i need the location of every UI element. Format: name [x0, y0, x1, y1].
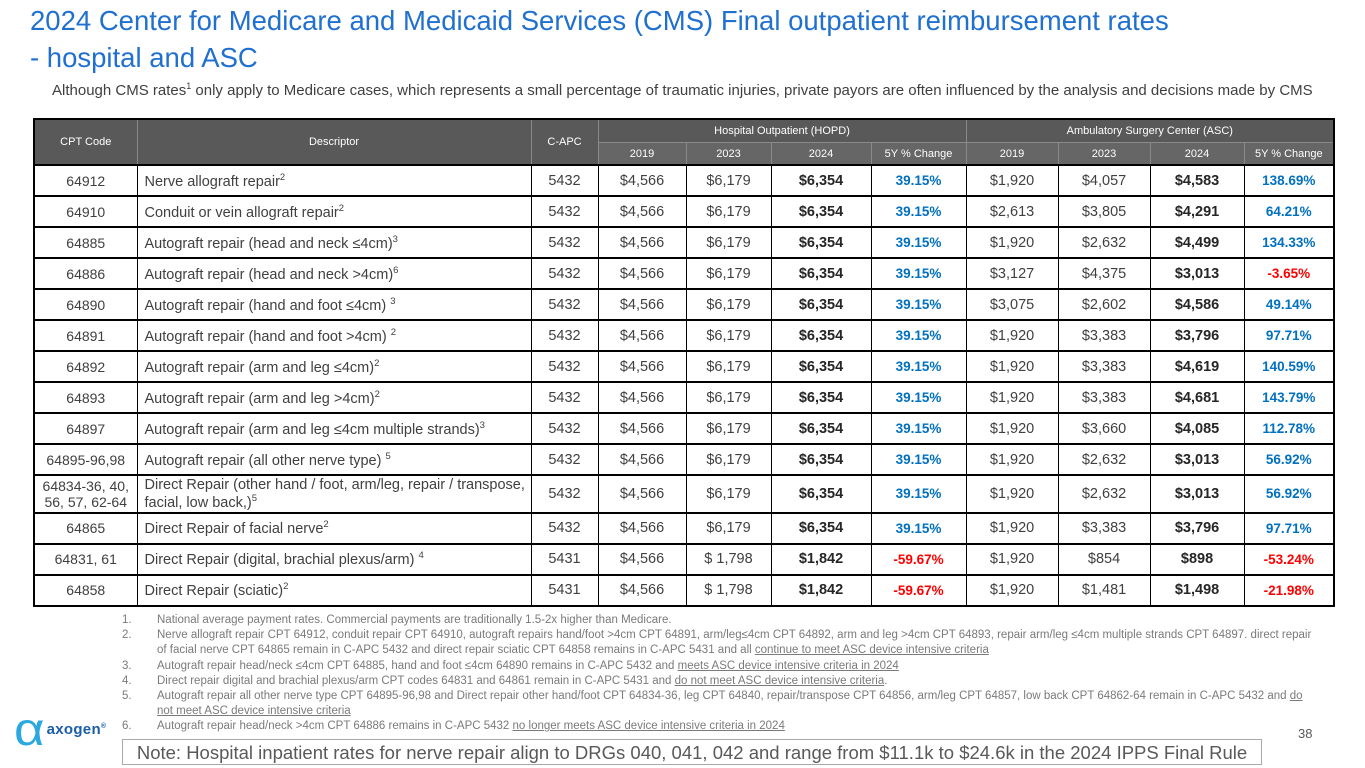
asc-2019-cell: $1,920: [966, 575, 1058, 606]
capc-cell: 5432: [531, 413, 598, 444]
hopd-2019-cell: $4,566: [598, 513, 686, 544]
descriptor-cell: Direct Repair (other hand / foot, arm/leg, repair / transpose, facial, low back,)$^5$: [137, 475, 531, 513]
asc-2019-cell: $1,920: [966, 382, 1058, 413]
footnote-text: Nerve allograft repair CPT 64912, conduit repair CPT 64910, autograft repairs hand/foot >4cm CPT 64891, arm/leg≤4cm CPT 64892, arm and leg >4cm CPT 64893, repair arm/leg ≤4cm multiple strands CPT 64897. direct repair of facial nerve CPT 64865 remain in C-APC 5432 and direct repair sciatic CPT 64858 remains in C-APC 5431 and all continue to meet ASC device intensive criteria: [157, 629, 1312, 657]
hopd-2023-cell: $6,179: [686, 196, 771, 227]
asc-5y-change-cell: 134.33%: [1244, 227, 1334, 258]
hopd-2019-cell: $4,566: [598, 258, 686, 289]
hopd-2024-cell: $6,354: [771, 475, 871, 513]
hopd-2019-cell: $4,566: [598, 382, 686, 413]
asc-2024-cell: $3,013: [1150, 444, 1244, 475]
cpt-code-cell: 64910: [34, 196, 137, 227]
cpt-code-cell: 64831, 61: [34, 544, 137, 575]
table-row: [34, 444, 1334, 475]
col-header-cpt-code: CPT Code: [34, 119, 137, 165]
page-subtitle: [52, 77, 1332, 100]
asc-2019-cell: $2,613: [966, 196, 1058, 227]
descriptor-cell: Nerve allograft repair$^2$: [137, 165, 531, 196]
cpt-code-cell: 64912: [34, 165, 137, 196]
hopd-2019-cell: $4,566: [598, 165, 686, 196]
hopd-5y-change-cell: 39.15%: [871, 351, 966, 382]
footnote-number: 1.: [122, 614, 132, 626]
footnote-item: [122, 689, 1317, 719]
footnote-text: Autograft repair head/neck >4cm CPT 64886 remains in C-APC 5432 no longer meets ASC device intensive criteria in 2024: [157, 720, 785, 733]
table-row: [34, 165, 1334, 196]
hopd-2019-cell: $4,566: [598, 320, 686, 351]
hopd-5y-change-cell: 39.15%: [871, 165, 966, 196]
capc-cell: 5432: [531, 289, 598, 320]
footnote-item: [122, 628, 1317, 658]
hopd-5y-change-cell: 39.15%: [871, 227, 966, 258]
asc-2019-cell: $1,920: [966, 544, 1058, 575]
asc-2023-cell: $2,602: [1058, 289, 1150, 320]
group-header-asc: Ambulatory Surgery Center (ASC): [966, 119, 1334, 143]
note-box: Note: Hospital inpatient rates for nerve repair align to DRGs 040, 041, 042 and range from $11.1k to $24.6k in the 2024 IPPS Final Rule: [122, 739, 1262, 765]
col-header-capc: C-APC: [531, 119, 598, 165]
asc-5y-change-cell: 49.14%: [1244, 289, 1334, 320]
asc-year-2019: 2019: [966, 143, 1058, 166]
footnote-item: [122, 674, 1317, 689]
hopd-2019-cell: $4,566: [598, 351, 686, 382]
hopd-2023-cell: $6,179: [686, 351, 771, 382]
hopd-2024-cell: $6,354: [771, 258, 871, 289]
descriptor-cell: Autograft repair (head and neck >4cm)$^6$: [137, 258, 531, 289]
hopd-2023-cell: $6,179: [686, 320, 771, 351]
asc-2023-cell: $3,383: [1058, 351, 1150, 382]
cpt-code-cell: 64886: [34, 258, 137, 289]
asc-2019-cell: $1,920: [966, 444, 1058, 475]
table-row: [34, 513, 1334, 544]
hopd-2019-cell: $4,566: [598, 413, 686, 444]
footnote-text: Autograft repair all other nerve type CPT 64895-96,98 and Direct repair other hand/foot CPT 64834-36, leg CPT 64840, repair/transpose CPT 64856, arm/leg CPT 64857, low back CPT 64862-64 remain in C-APC 5432 and do not meet ASC device intensive criteria: [157, 690, 1303, 718]
hopd-2019-cell: $4,566: [598, 289, 686, 320]
asc-2023-cell: $3,383: [1058, 320, 1150, 351]
hopd-2024-cell: $1,842: [771, 575, 871, 606]
hopd-2024-cell: $1,842: [771, 544, 871, 575]
asc-5y-change-cell: -21.98%: [1244, 575, 1334, 606]
asc-2019-cell: $1,920: [966, 513, 1058, 544]
axogen-wordmark: axogen®: [46, 720, 107, 738]
reimbursement-rates-table: [33, 118, 1335, 607]
hopd-2023-cell: $6,179: [686, 258, 771, 289]
hopd-5y-change-cell: 39.15%: [871, 196, 966, 227]
cpt-code-cell: 64891: [34, 320, 137, 351]
asc-2023-cell: $3,383: [1058, 382, 1150, 413]
hopd-2019-cell: $4,566: [598, 544, 686, 575]
hopd-2024-cell: $6,354: [771, 413, 871, 444]
hopd-5y-change-cell: 39.15%: [871, 444, 966, 475]
hopd-2019-cell: $4,566: [598, 227, 686, 258]
hopd-2024-cell: $6,354: [771, 196, 871, 227]
capc-cell: 5432: [531, 444, 598, 475]
table-row: [34, 196, 1334, 227]
asc-5y-change-cell: 140.59%: [1244, 351, 1334, 382]
asc-5y-change-cell: 56.92%: [1244, 475, 1334, 513]
hopd-2023-cell: $ 1,798: [686, 544, 771, 575]
asc-5y-change-cell: 64.21%: [1244, 196, 1334, 227]
col-header-descriptor: Descriptor: [137, 119, 531, 165]
table-row: [34, 227, 1334, 258]
descriptor-cell: Autograft repair (head and neck ≤4cm)$^3$: [137, 227, 531, 258]
descriptor-cell: Autograft repair (arm and leg ≤4cm multiple strands)$^3$: [137, 413, 531, 444]
asc-5y-change-cell: 138.69%: [1244, 165, 1334, 196]
group-header-hopd: Hospital Outpatient (HOPD): [598, 119, 966, 143]
table-row: [34, 382, 1334, 413]
table-row: [34, 351, 1334, 382]
table-group-header-row: [34, 119, 1334, 143]
capc-cell: 5432: [531, 258, 598, 289]
hopd-5y-change-cell: 39.15%: [871, 258, 966, 289]
cpt-code-cell: 64858: [34, 575, 137, 606]
table-row: [34, 258, 1334, 289]
asc-2024-cell: $4,619: [1150, 351, 1244, 382]
descriptor-cell: Direct Repair (sciatic)$^2$: [137, 575, 531, 606]
descriptor-cell: Autograft repair (hand and foot >4cm) $^2$: [137, 320, 531, 351]
asc-2024-cell: $4,291: [1150, 196, 1244, 227]
axogen-alpha-icon: α: [14, 703, 45, 755]
asc-2019-cell: $1,920: [966, 320, 1058, 351]
asc-5y-change-cell: -3.65%: [1244, 258, 1334, 289]
capc-cell: 5432: [531, 320, 598, 351]
hopd-2024-cell: $6,354: [771, 320, 871, 351]
hopd-year-2024: 2024: [771, 143, 871, 166]
hopd-5y-change-cell: -59.67%: [871, 575, 966, 606]
hopd-2024-cell: $6,354: [771, 444, 871, 475]
asc-2024-cell: $3,796: [1150, 320, 1244, 351]
hopd-year-2019: 2019: [598, 143, 686, 166]
cpt-code-cell: 64895-96,98: [34, 444, 137, 475]
descriptor-cell: Autograft repair (arm and leg ≤4cm)$^2$: [137, 351, 531, 382]
asc-year-2023: 2023: [1058, 143, 1150, 166]
hopd-5y-change: 5Y % Change: [871, 143, 966, 166]
hopd-2019-cell: $4,566: [598, 196, 686, 227]
asc-2019-cell: $1,920: [966, 227, 1058, 258]
hopd-2023-cell: $ 1,798: [686, 575, 771, 606]
asc-2024-cell: $3,796: [1150, 513, 1244, 544]
footnote-item: [122, 719, 1317, 734]
hopd-year-2023: 2023: [686, 143, 771, 166]
asc-2023-cell: $4,375: [1058, 258, 1150, 289]
hopd-5y-change-cell: 39.15%: [871, 413, 966, 444]
hopd-2023-cell: $6,179: [686, 475, 771, 513]
descriptor-cell: Autograft repair (hand and foot ≤4cm) $^3$: [137, 289, 531, 320]
asc-2019-cell: $1,920: [966, 475, 1058, 513]
asc-2024-cell: $4,583: [1150, 165, 1244, 196]
page-title: 2024 Center for Medicare and Medicaid Services (CMS) Final outpatient reimbursement rates - hospital and ASC: [30, 5, 1169, 73]
hopd-2019-cell: $4,566: [598, 444, 686, 475]
asc-5y-change-cell: 97.71%: [1244, 320, 1334, 351]
asc-2024-cell: $1,498: [1150, 575, 1244, 606]
asc-5y-change-cell: 112.78%: [1244, 413, 1334, 444]
cpt-code-cell: 64865: [34, 513, 137, 544]
asc-5y-change-cell: 97.71%: [1244, 513, 1334, 544]
hopd-2023-cell: $6,179: [686, 382, 771, 413]
table-row: [34, 575, 1334, 606]
footnote-number: 3.: [122, 659, 132, 672]
footnotes-list: [122, 613, 1317, 735]
capc-cell: 5432: [531, 351, 598, 382]
asc-2023-cell: $2,632: [1058, 444, 1150, 475]
cpt-code-cell: 64893: [34, 382, 137, 413]
asc-2019-cell: $3,075: [966, 289, 1058, 320]
capc-cell: 5432: [531, 382, 598, 413]
hopd-5y-change-cell: 39.15%: [871, 382, 966, 413]
asc-2019-cell: $1,920: [966, 351, 1058, 382]
cpt-code-cell: 64890: [34, 289, 137, 320]
asc-2023-cell: $854: [1058, 544, 1150, 575]
subtitle-footnote-ref: 1: [186, 81, 192, 91]
hopd-2023-cell: $6,179: [686, 413, 771, 444]
subtitle-text-pre: Although CMS rates: [52, 82, 187, 99]
hopd-5y-change-cell: 39.15%: [871, 320, 966, 351]
asc-2024-cell: $4,681: [1150, 382, 1244, 413]
hopd-5y-change-cell: 39.15%: [871, 513, 966, 544]
hopd-2023-cell: $6,179: [686, 444, 771, 475]
hopd-2019-cell: $4,566: [598, 475, 686, 513]
asc-2024-cell: $4,085: [1150, 413, 1244, 444]
hopd-2024-cell: $6,354: [771, 165, 871, 196]
table-row: [34, 289, 1334, 320]
asc-2023-cell: $3,660: [1058, 413, 1150, 444]
asc-2024-cell: $4,499: [1150, 227, 1244, 258]
footnote-number: 4.: [122, 674, 132, 687]
footnote-text: Autograft repair head/neck ≤4cm CPT 64885, hand and foot ≤4cm 64890 remains in C-APC 5432 and meets ASC device intensive criteria in 2024: [157, 659, 899, 672]
hopd-2024-cell: $6,354: [771, 289, 871, 320]
cpt-code-cell: 64897: [34, 413, 137, 444]
asc-2024-cell: $898: [1150, 544, 1244, 575]
asc-2019-cell: $3,127: [966, 258, 1058, 289]
hopd-2024-cell: $6,354: [771, 227, 871, 258]
hopd-2023-cell: $6,179: [686, 227, 771, 258]
footnote-text: Direct repair digital and brachial plexus/arm CPT codes 64831 and 64861 remain in C-APC 5431 and do not meet ASC device intensive criteria.: [157, 674, 888, 687]
asc-5y-change-cell: 56.92%: [1244, 444, 1334, 475]
asc-2019-cell: $1,920: [966, 165, 1058, 196]
registered-mark: ®: [100, 722, 107, 730]
hopd-2023-cell: $6,179: [686, 289, 771, 320]
capc-cell: 5431: [531, 575, 598, 606]
table-row: [34, 320, 1334, 351]
capc-cell: 5432: [531, 227, 598, 258]
hopd-2019-cell: $4,566: [598, 575, 686, 606]
capc-cell: 5432: [531, 165, 598, 196]
capc-cell: 5432: [531, 513, 598, 544]
asc-2023-cell: $2,632: [1058, 227, 1150, 258]
table-row: [34, 475, 1334, 513]
footnote-item: [122, 613, 1317, 628]
subtitle-text-post: only apply to Medicare cases, which represents a small percentage of traumatic injuries, private payors are often influenced by the analysis and decisions made by CMS: [191, 82, 1313, 99]
footnote-text: National average payment rates. Commercial payments are traditionally 1.5-2x higher than Medicare.: [157, 614, 672, 626]
footnote-number: 6.: [122, 720, 132, 733]
asc-2023-cell: $3,805: [1058, 196, 1150, 227]
footnote-item: [122, 659, 1317, 674]
table-body: [34, 165, 1334, 606]
hopd-5y-change-cell: -59.67%: [871, 544, 966, 575]
cpt-code-cell: 64834-36, 40, 56, 57, 62-64: [34, 475, 137, 513]
capc-cell: 5432: [531, 196, 598, 227]
hopd-2023-cell: $6,179: [686, 513, 771, 544]
descriptor-cell: Direct Repair (digital, brachial plexus/arm) $^4$: [137, 544, 531, 575]
asc-5y-change-cell: -53.24%: [1244, 544, 1334, 575]
cpt-code-cell: 64885: [34, 227, 137, 258]
asc-2024-cell: $4,586: [1150, 289, 1244, 320]
asc-2024-cell: $3,013: [1150, 258, 1244, 289]
table-row: [34, 413, 1334, 444]
asc-5y-change-cell: 143.79%: [1244, 382, 1334, 413]
hopd-2024-cell: $6,354: [771, 351, 871, 382]
descriptor-cell: Conduit or vein allograft repair$^2$: [137, 196, 531, 227]
descriptor-cell: Direct Repair of facial nerve$^2$: [137, 513, 531, 544]
cpt-code-cell: 64892: [34, 351, 137, 382]
hopd-2024-cell: $6,354: [771, 513, 871, 544]
asc-year-2024: 2024: [1150, 143, 1244, 166]
footnote-number: 2.: [122, 629, 132, 642]
asc-2023-cell: $3,383: [1058, 513, 1150, 544]
asc-2023-cell: $4,057: [1058, 165, 1150, 196]
footnote-number: 5.: [122, 690, 132, 703]
asc-5y-change: 5Y % Change: [1244, 143, 1334, 166]
page-number: 38: [1298, 726, 1313, 741]
asc-2019-cell: $1,920: [966, 413, 1058, 444]
asc-2023-cell: $1,481: [1058, 575, 1150, 606]
descriptor-cell: Autograft repair (arm and leg >4cm)$^2$: [137, 382, 531, 413]
asc-2024-cell: $3,013: [1150, 475, 1244, 513]
capc-cell: 5432: [531, 475, 598, 513]
hopd-2024-cell: $6,354: [771, 382, 871, 413]
descriptor-cell: Autograft repair (all other nerve type) $^5$: [137, 444, 531, 475]
hopd-5y-change-cell: 39.15%: [871, 289, 966, 320]
hopd-2023-cell: $6,179: [686, 165, 771, 196]
hopd-5y-change-cell: 39.15%: [871, 475, 966, 513]
axogen-logo: [14, 703, 107, 755]
asc-2023-cell: $2,632: [1058, 475, 1150, 513]
capc-cell: 5431: [531, 544, 598, 575]
table-row: [34, 544, 1334, 575]
